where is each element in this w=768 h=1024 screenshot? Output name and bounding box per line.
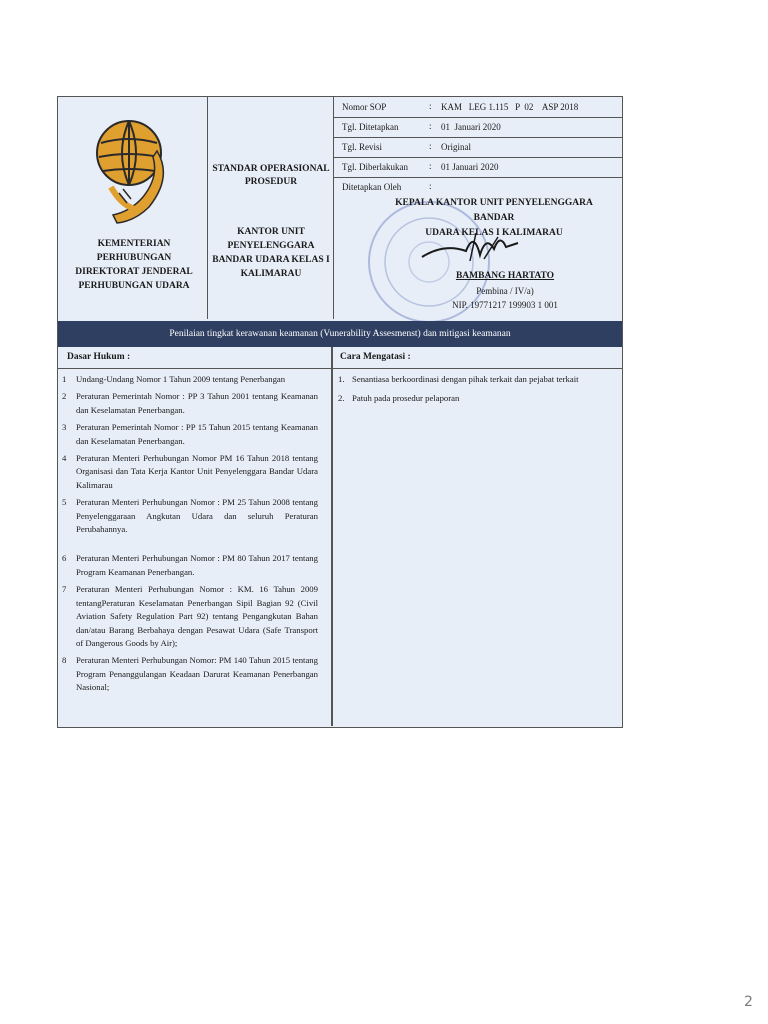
item-text: Patuh pada prosedur pelaporan: [352, 393, 460, 404]
meta-colon: :: [429, 141, 432, 151]
list-item: [62, 654, 318, 694]
title-cell: [208, 97, 334, 319]
metadata-cell: [334, 97, 622, 319]
meta-label: Tgl. Diberlakukan: [342, 162, 408, 172]
meta-label: Tgl. Ditetapkan: [342, 122, 399, 132]
item-number: 1.: [338, 374, 345, 384]
meta-row-diberlakukan: [334, 157, 622, 178]
meta-value: Original: [441, 142, 471, 152]
item-number: 5: [62, 497, 67, 508]
meta-row-revisi: [334, 137, 622, 158]
list-item: [62, 421, 318, 448]
legal-basis-heading: Dasar Hukum :: [67, 352, 131, 362]
list-item: [62, 373, 318, 386]
meta-colon: :: [429, 181, 432, 191]
procedure-title-banner: Penilaian tingkat kerawanan keamanan (Vunerability Assesmenst) dan mitigasi keamanan: [58, 321, 622, 347]
sop-title: STANDAR OPERASIONAL PROSEDUR: [212, 164, 330, 187]
item-number: 4: [62, 453, 67, 464]
office-name: KANTOR UNIT PENYELENGGARA BANDAR UDARA KELAS I KALIMARAU: [212, 227, 330, 279]
meta-row-ditetapkan: [334, 117, 622, 138]
approval-block: [334, 177, 622, 319]
meta-label: Tgl. Revisi: [342, 142, 382, 152]
meta-colon: :: [429, 101, 432, 111]
sop-document: [57, 96, 623, 728]
meta-row-nomor: [334, 97, 622, 118]
meta-value: 01 Januari 2020: [441, 122, 501, 132]
list-item: [62, 452, 318, 492]
sop-header: [58, 97, 622, 321]
method-heading: Cara Mengatasi :: [340, 352, 411, 362]
handwritten-signature-icon: [414, 225, 524, 269]
item-text: Peraturan Menteri Perhubungan Nomor: PM 140 Tahun 2015 tentang Program Penanggulangan Keadaan Darurat Keamanan Penerbangan Nasional;: [76, 655, 318, 693]
signatory-name: BAMBANG HARTATO: [455, 271, 555, 281]
meta-colon: :: [429, 161, 432, 171]
item-text: Peraturan Pemerintah Nomor : PP 15 Tahun 2015 tentang Keamanan dan Keselamatan Penerbangan.: [76, 422, 318, 446]
item-text: Peraturan Menteri Perhubungan Nomor : PM 25 Tahun 2008 tentang Penyelenggaraan Angkutan Udara dan seluruh Peraturan Perubahannya.: [76, 497, 318, 535]
column-divider: [331, 347, 333, 726]
list-item: [338, 392, 616, 405]
item-number: 1: [62, 374, 67, 384]
meta-label: Nomor SOP: [342, 102, 387, 112]
item-number: 8: [62, 655, 67, 666]
meta-colon: :: [429, 121, 432, 131]
item-number: 2: [62, 391, 67, 402]
legal-basis-list: [62, 373, 318, 699]
item-text: Peraturan Menteri Perhubungan Nomor : PM 80 Tahun 2017 tentang Program Keamanan Penerbangan.: [76, 553, 318, 577]
item-text: Peraturan Menteri Perhubungan Nomor : KM. 16 Tahun 2009 tentangPeraturan Keselamatan Penerbangan Sipil Bagian 92 (Civil Aviation Safety Regulation Part 92) tentang Pengangkutan Bahan dan/atau Barang Berbahaya dengan Pesawat Udara (Safe Transport of Dangerous Goods by Air);: [76, 584, 318, 648]
signatory-rank: Pembina / IV/a): [476, 286, 534, 296]
item-text: Peraturan Pemerintah Nomor : PP 3 Tahun 2001 tentang Keamanan dan Keselamatan Penerbangan.: [76, 391, 318, 415]
organization-name: KEMENTERIAN PERHUBUNGAN DIREKTORAT JENDERAL PERHUBUNGAN UDARA: [75, 239, 193, 291]
item-number: 7: [62, 584, 67, 595]
signatory-nip: NIP. 19771217 199903 1 001: [452, 300, 558, 310]
list-item: [338, 373, 616, 386]
item-text: Senantiasa berkoordinasi dengan pihak terkait dan pejabat terkait: [352, 374, 579, 384]
list-item: [62, 390, 318, 417]
item-text: Undang-Undang Nomor 1 Tahun 2009 tentang Penerbangan: [76, 374, 286, 384]
page-number: 2: [744, 994, 753, 1010]
meta-value: KAM LEG 1.115 P 02 ASP 2018: [441, 102, 579, 112]
list-item: [62, 583, 318, 650]
section-headings: [58, 347, 622, 369]
item-number: 3: [62, 422, 67, 433]
approval-label: Ditetapkan Oleh: [342, 182, 402, 192]
organization-cell: [58, 97, 208, 319]
item-number: 2.: [338, 393, 345, 404]
list-item: [62, 496, 318, 536]
item-text: Peraturan Menteri Perhubungan Nomor PM 16 Tahun 2018 tentang Organisasi dan Tata Kerja Kantor Unit Penyelenggara Bandar Udara Kalimarau: [76, 453, 318, 490]
list-item: [62, 552, 318, 579]
signatory-position: KEPALA KANTOR UNIT PENYELENGGARA BANDAR UDARA KELAS I KALIMARAU: [395, 198, 593, 238]
ministry-globe-wing-logo-icon: [91, 117, 175, 229]
meta-value: 01 Januari 2020: [441, 162, 499, 172]
method-list: [338, 373, 616, 412]
item-number: 6: [62, 553, 67, 564]
